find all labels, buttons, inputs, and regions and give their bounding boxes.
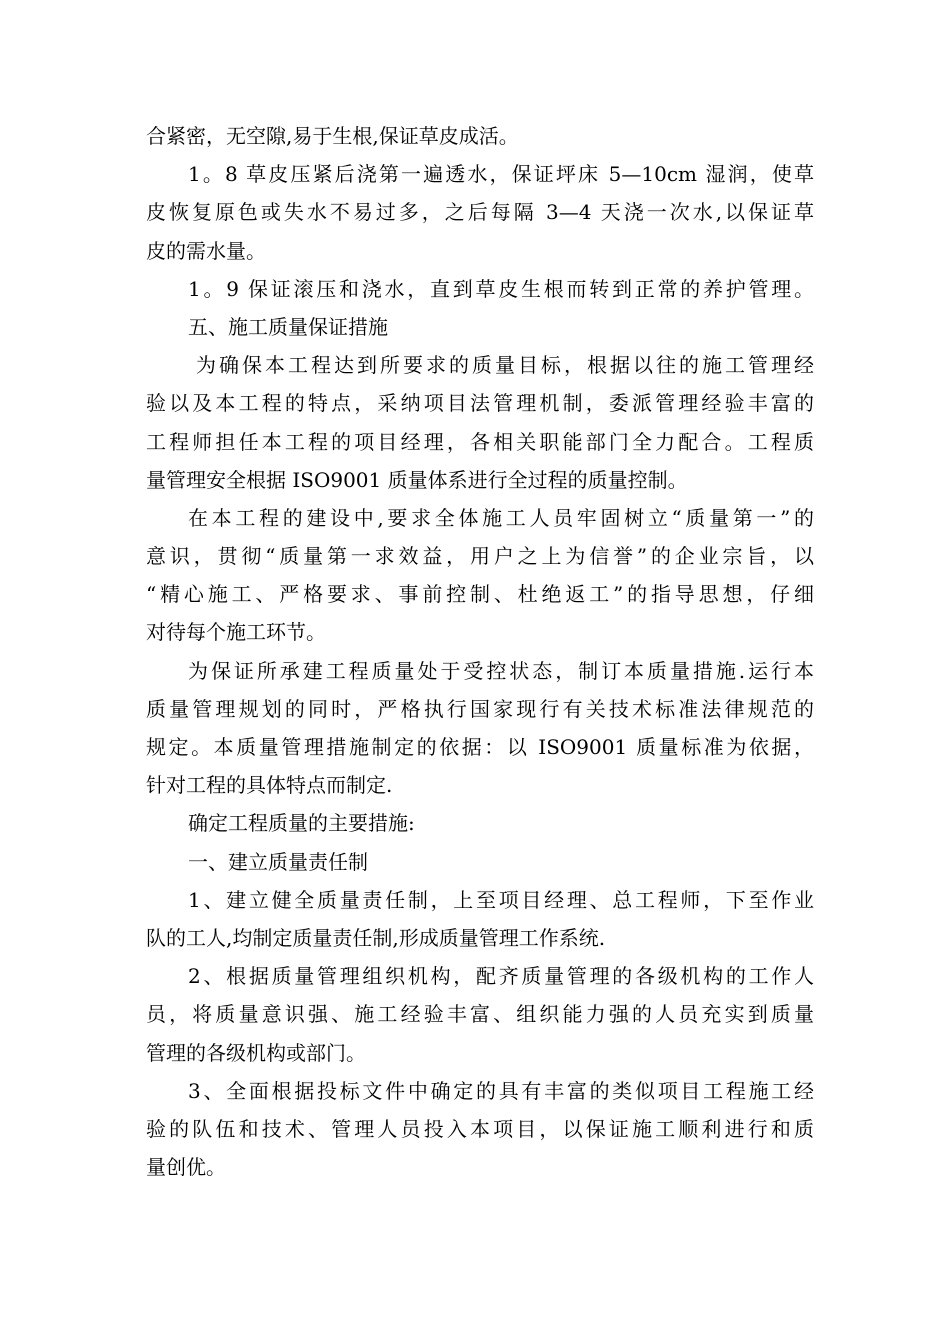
text-line: 量管理安全根据 ISO9001 质量体系进行全过程的质量控制。	[146, 467, 688, 492]
text-line: 针对工程的具体特点而制定.	[146, 773, 393, 798]
text-line: “精心施工、严格要求、事前控制、杜绝返工”的指导思想，仔细	[146, 582, 814, 607]
text-line: 合紧密，无空隙,易于生根,保证草皮成活。	[146, 124, 519, 148]
text-line: 皮的需水量。	[146, 238, 266, 263]
text-line: 1。8 草皮压紧后浇第一遍透水，保证坪床 5—10cm 湿润，使草	[188, 162, 814, 187]
text-line: 为确保本工程达到所要求的质量目标，根据以往的施工管理经	[196, 353, 814, 378]
document-page	[146, 117, 814, 1186]
text-line: 质量管理规划的同时，严格执行国家现行有关技术标准法律规范的	[146, 696, 814, 721]
text-line: 验以及本工程的特点，采纳项目法管理机制，委派管理经验丰富的	[146, 391, 814, 416]
text-line: 管理的各级机构或部门。	[146, 1040, 366, 1065]
text-line: 规定。本质量管理措施制定的依据：以 ISO9001 质量标准为依据，	[146, 735, 814, 759]
text-line: 量创优。	[146, 1155, 226, 1180]
text-line: 为保证所承建工程质量处于受控状态，制订本质量措施.运行本	[188, 658, 814, 683]
section-heading: 一、建立质量责任制	[188, 849, 368, 874]
text-line: 在本工程的建设中,要求全体施工人员牢固树立“质量第一”的	[188, 505, 814, 530]
text-line: 队的工人,均制定质量责任制,形成质量管理工作系统.	[146, 925, 606, 950]
text-line: 3、全面根据投标文件中确定的具有丰富的类似项目工程施工经	[188, 1078, 814, 1103]
text-line: 验的队伍和技术、管理人员投入本项目，以保证施工顺利进行和质	[146, 1116, 814, 1141]
text-line: 意识，贯彻“质量第一求效益，用户之上为信誉”的企业宗旨，以	[146, 544, 814, 569]
text-line: 员，将质量意识强、施工经验丰富、组织能力强的人员充实到质量	[146, 1002, 814, 1027]
text-line: 确定工程质量的主要措施:	[188, 811, 415, 836]
text-line: 1、建立健全质量责任制，上至项目经理、总工程师，下至作业	[188, 887, 814, 912]
text-line: 对待每个施工环节。	[146, 620, 326, 645]
text-line: 工程师担任本工程的项目经理，各相关职能部门全力配合。工程质	[146, 429, 814, 454]
text-line: 皮恢复原色或失水不易过多，之后每隔 3—4 天浇一次水,以保证草	[146, 200, 814, 225]
text-line: 2、根据质量管理组织机构，配齐质量管理的各级机构的工作人	[188, 964, 814, 989]
section-heading: 五、施工质量保证措施	[188, 314, 388, 339]
text-line: 1。9 保证滚压和浇水，直到草皮生根而转到正常的养护管理。	[188, 276, 814, 301]
